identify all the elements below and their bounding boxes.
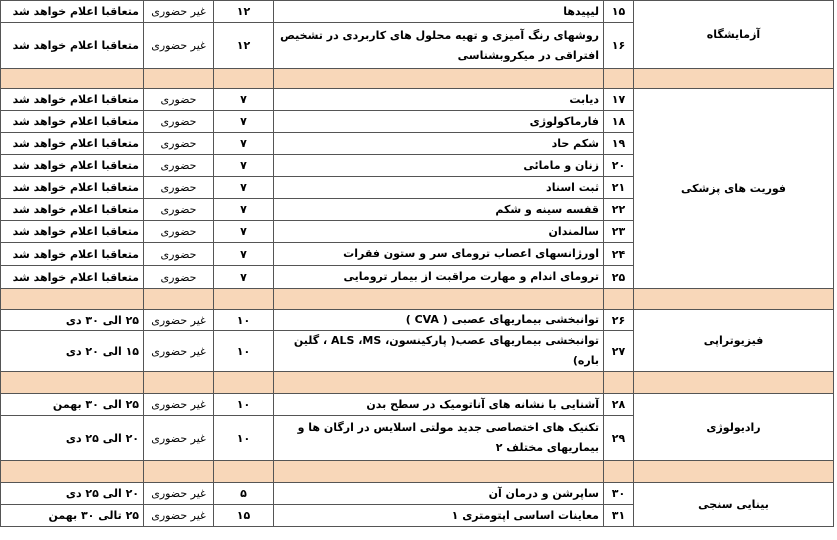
course-date: ۲۰ الی ۲۵ دی [1, 416, 144, 461]
course-hours: ۷ [214, 177, 274, 199]
course-title: قفسه سینه و شکم [274, 199, 604, 221]
course-date: ۲۵ الی ۳۰ بهمن [1, 394, 144, 416]
separator-cell [634, 69, 834, 89]
department-cell: رادیولوژی [634, 394, 834, 461]
separator-cell [604, 69, 634, 89]
separator-cell [274, 461, 604, 483]
course-mode: حضوری [144, 221, 214, 243]
course-mode: حضوری [144, 133, 214, 155]
course-number: ۲۶ [604, 310, 634, 331]
section-separator-row [1, 69, 834, 89]
course-number: ۱۷ [604, 89, 634, 111]
course-hours: ۷ [214, 111, 274, 133]
separator-cell [604, 289, 634, 310]
separator-cell [144, 69, 214, 89]
separator-cell [274, 372, 604, 394]
department-cell: فوریت های پزشکی [634, 89, 834, 289]
section-separator-row [1, 461, 834, 483]
section-separator-row [1, 289, 834, 310]
course-number: ۲۹ [604, 416, 634, 461]
separator-cell [1, 289, 144, 310]
course-mode: غیر حضوری [144, 1, 214, 23]
course-mode: غیر حضوری [144, 23, 214, 69]
course-hours: ۷ [214, 221, 274, 243]
course-mode: غیر حضوری [144, 483, 214, 505]
course-mode: حضوری [144, 177, 214, 199]
course-number: ۲۰ [604, 155, 634, 177]
course-mode: غیر حضوری [144, 416, 214, 461]
course-title: توانبخشی بیماریهای عصبی ( CVA ) [274, 310, 604, 331]
separator-cell [274, 289, 604, 310]
course-hours: ۱۰ [214, 416, 274, 461]
course-title: روشهای رنگ آمیزی و تهیه محلول های کاربردی در تشخیص افتراقی در میکروبشناسی [274, 23, 604, 69]
course-hours: ۱۰ [214, 310, 274, 331]
course-mode: غیر حضوری [144, 331, 214, 372]
course-hours: ۷ [214, 155, 274, 177]
course-number: ۲۳ [604, 221, 634, 243]
course-title: شکم حاد [274, 133, 604, 155]
course-number: ۲۵ [604, 266, 634, 289]
course-hours: ۷ [214, 266, 274, 289]
course-hours: ۱۵ [214, 505, 274, 527]
department-cell: فیزیوتراپی [634, 310, 834, 372]
course-hours: ۱۰ [214, 394, 274, 416]
course-hours: ۵ [214, 483, 274, 505]
schedule-body [1, 1, 834, 527]
course-title: تکنیک های اختصاصی جدید مولتی اسلایس در ارگان ها و بیماریهای مختلف ۲ [274, 416, 604, 461]
course-date: ۲۵ الی ۳۰ دی [1, 310, 144, 331]
course-title: توانبخشی بیماریهای عصب( پارکینسون، ALS ،MS ، گلین باره) [274, 331, 604, 372]
course-title: اورژانسهای اعصاب ترومای سر و ستون فقرات [274, 243, 604, 266]
course-mode: غیر حضوری [144, 505, 214, 527]
course-number: ۱۶ [604, 23, 634, 69]
course-date: متعاقبا اعلام خواهد شد [1, 266, 144, 289]
separator-cell [634, 372, 834, 394]
separator-cell [144, 372, 214, 394]
course-mode: حضوری [144, 199, 214, 221]
course-title: ترومای اندام و مهارت مراقبت از بیمار ترومایی [274, 266, 604, 289]
course-number: ۲۴ [604, 243, 634, 266]
course-title: لیپیدها [274, 1, 604, 23]
course-row [1, 483, 834, 505]
course-number: ۱۹ [604, 133, 634, 155]
separator-cell [1, 461, 144, 483]
course-date: متعاقبا اعلام خواهد شد [1, 23, 144, 69]
course-date: متعاقبا اعلام خواهد شد [1, 221, 144, 243]
course-number: ۱۸ [604, 111, 634, 133]
course-hours: ۷ [214, 199, 274, 221]
course-number: ۱۵ [604, 1, 634, 23]
course-hours: ۱۲ [214, 1, 274, 23]
separator-cell [214, 289, 274, 310]
course-row [1, 89, 834, 111]
course-date: متعاقبا اعلام خواهد شد [1, 155, 144, 177]
separator-cell [1, 372, 144, 394]
course-hours: ۱۲ [214, 23, 274, 69]
course-row [1, 1, 834, 23]
course-title: ساپرشن و درمان آن [274, 483, 604, 505]
course-date: ۱۵ الی ۲۰ دی [1, 331, 144, 372]
separator-cell [604, 461, 634, 483]
course-date: ۲۰ الی ۲۵ دی [1, 483, 144, 505]
course-number: ۲۲ [604, 199, 634, 221]
separator-cell [214, 69, 274, 89]
separator-cell [214, 461, 274, 483]
course-date: متعاقبا اعلام خواهد شد [1, 199, 144, 221]
separator-cell [634, 461, 834, 483]
course-title: ثبت اسناد [274, 177, 604, 199]
separator-cell [214, 372, 274, 394]
course-mode: حضوری [144, 111, 214, 133]
course-number: ۳۰ [604, 483, 634, 505]
course-date: متعاقبا اعلام خواهد شد [1, 1, 144, 23]
course-title: سالمندان [274, 221, 604, 243]
section-separator-row [1, 372, 834, 394]
course-number: ۲۸ [604, 394, 634, 416]
separator-cell [634, 289, 834, 310]
course-title: فارماکولوژی [274, 111, 604, 133]
department-cell: آزمایشگاه [634, 1, 834, 69]
separator-cell [144, 289, 214, 310]
separator-cell [144, 461, 214, 483]
separator-cell [604, 372, 634, 394]
course-number: ۳۱ [604, 505, 634, 527]
course-mode: حضوری [144, 155, 214, 177]
course-mode: حضوری [144, 266, 214, 289]
course-row [1, 394, 834, 416]
course-title: زنان و مامائی [274, 155, 604, 177]
course-hours: ۱۰ [214, 331, 274, 372]
course-date: متعاقبا اعلام خواهد شد [1, 177, 144, 199]
course-number: ۲۷ [604, 331, 634, 372]
course-title: آشنایی با نشانه های آناتومیک در سطح بدن [274, 394, 604, 416]
course-date: متعاقبا اعلام خواهد شد [1, 111, 144, 133]
course-date: متعاقبا اعلام خواهد شد [1, 89, 144, 111]
course-hours: ۷ [214, 243, 274, 266]
course-number: ۲۱ [604, 177, 634, 199]
course-mode: حضوری [144, 243, 214, 266]
course-hours: ۷ [214, 133, 274, 155]
course-hours: ۷ [214, 89, 274, 111]
course-date: ۲۵ تالی ۳۰ بهمن [1, 505, 144, 527]
course-mode: غیر حضوری [144, 394, 214, 416]
separator-cell [274, 69, 604, 89]
department-cell: بینایی سنجی [634, 483, 834, 527]
course-title: دیابت [274, 89, 604, 111]
course-row [1, 310, 834, 331]
course-title: معاینات اساسی اپتومتری ۱ [274, 505, 604, 527]
separator-cell [1, 69, 144, 89]
course-date: متعاقبا اعلام خواهد شد [1, 243, 144, 266]
course-mode: حضوری [144, 89, 214, 111]
course-mode: غیر حضوری [144, 310, 214, 331]
course-date: متعاقبا اعلام خواهد شد [1, 133, 144, 155]
